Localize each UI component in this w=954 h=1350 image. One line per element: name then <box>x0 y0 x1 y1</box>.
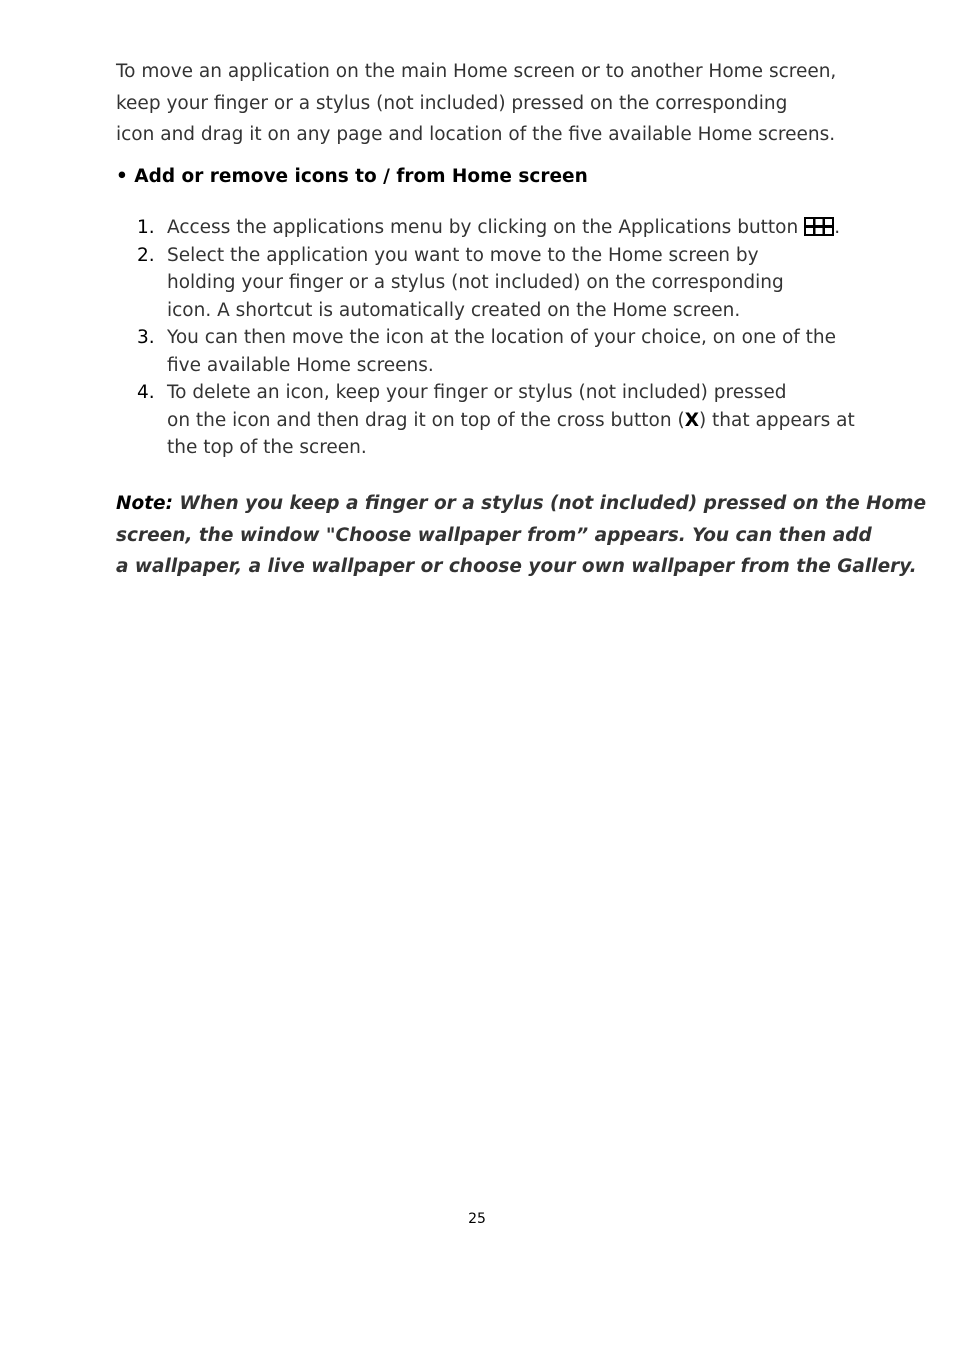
step-item <box>137 242 877 325</box>
step-number: 2. <box>137 244 155 266</box>
step-line: To delete an icon, keep your finger or stylus (not included) pressed <box>167 382 787 403</box>
page-number: 25 <box>468 1211 486 1227</box>
step-line: You can then move the icon at the location of your choice, on one of the <box>167 327 837 348</box>
step-line: on the icon and then drag it on top of the cross button (X) that appears at <box>167 409 855 431</box>
step-number: 4. <box>137 382 155 403</box>
applications-grid-icon <box>804 217 834 236</box>
step-line: the top of the screen. <box>167 437 367 458</box>
note-label: Note: <box>116 493 173 514</box>
step-line: five available Home screens. <box>167 354 434 376</box>
step-number: 1. <box>137 217 155 238</box>
bullet: • <box>116 166 128 187</box>
intro-line: To move an application on the main Home screen or to another Home screen, <box>116 61 837 82</box>
step-item <box>137 324 877 379</box>
step-line: Access the applications menu by clicking on the Applications button . <box>167 217 841 238</box>
intro-line: keep your finger or a stylus (not included) pressed on the corresponding <box>116 92 788 114</box>
step-item <box>137 379 877 462</box>
note-line: screen, the window "Choose wallpaper from” appears. You can then add <box>116 524 872 546</box>
step-line: Select the application you want to move to the Home screen by <box>167 244 759 266</box>
section-heading-text: Add or remove icons to / from Home screen <box>134 166 588 187</box>
cross-button-label: X <box>684 409 699 431</box>
step-line: icon. A shortcut is automatically created on the Home screen. <box>167 299 741 321</box>
note-line: Note: When you keep a finger or a stylus (not included) pressed on the Home <box>116 493 927 514</box>
step-number: 3. <box>137 327 155 348</box>
intro-paragraph <box>116 56 856 151</box>
steps-list <box>137 214 877 462</box>
section-heading <box>116 166 588 187</box>
step-item <box>137 214 877 242</box>
step-line: holding your finger or a stylus (not included) on the corresponding <box>167 272 784 293</box>
note-line: a wallpaper, a live wallpaper or choose your own wallpaper from the Gallery. <box>116 556 917 577</box>
intro-line: icon and drag it on any page and location of the five available Home screens. <box>116 124 836 145</box>
note-paragraph <box>116 488 927 583</box>
